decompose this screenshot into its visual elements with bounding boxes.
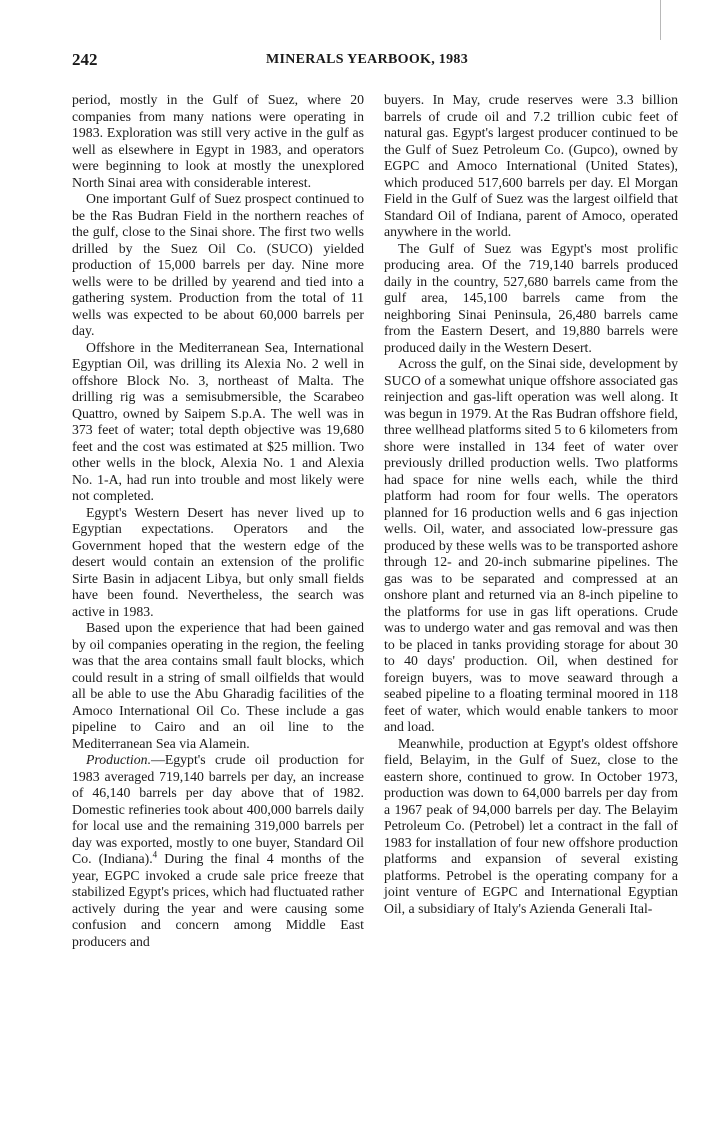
right-column (384, 92, 678, 917)
production-paragraph (72, 752, 364, 950)
paragraph: Egypt's Western Desert has never lived up to Egyptian expectations. Operators and the Government hoped that the western edge of the desert would contain an extension of the prolific Sirte Basin in adjacent Libya, but only small fields have been found. Nevertheless, the search was active in 1983. (72, 504, 364, 619)
paragraph: The Gulf of Suez was Egypt's most prolific producing area. Of the 719,140 barrels produced daily in the country, 527,680 barrels came from the gulf area, 145,100 barrels came from the neighboring Sinai Peninsula, 26,480 barrels came from the Eastern Desert, and 19,880 barrels were produced daily in the Western Desert. (384, 240, 678, 355)
paragraph-text: During the final 4 months of the year, EGPC invoked a crude sale price freeze that stabilized Egypt's prices, which had fluctuated rather actively during the year and were causing some confusion and concern among Middle East producers and (72, 851, 364, 949)
paragraph: Offshore in the Mediterranean Sea, International Egyptian Oil, was drilling its Alexia No. 2 well in offshore Block No. 3, northeast of Malta. The drilling rig was a semisubmersible, the Scarabeo Quattro, owned by Saipem S.p.A. The well was in 373 feet of water; total depth objective was 19,680 feet and the cost was estimated at $25 million. Two other wells in the block, Alexia No. 1 and Alexia No. 1-A, had run into trouble and most likely were not completed. (72, 339, 364, 503)
scan-edge-mark (660, 0, 661, 40)
footnote-marker: 4 (152, 849, 158, 860)
paragraph: period, mostly in the Gulf of Suez, where 20 companies from many nations were operating in 1983. Exploration was still very active in the gulf as well as elsewhere in Egypt in 1983, and operators were beginning to look at mostly the unexplored North Sinai area with considerable interest. (72, 92, 364, 190)
paragraph: Based upon the experience that had been gained by oil companies operating in the region, the feeling was that the area contains small fault blocks, which could result in a string of small oilfields that would all be able to use the Abu Gharadig facilities of the Amoco International Oil Co. These include a gas pipeline to Cairo and an oil line to the Mediterranean Sea via Alamein. (72, 620, 364, 751)
left-column (72, 92, 364, 950)
paragraph: Across the gulf, on the Sinai side, development by SUCO of a somewhat unique offshore associated gas reinjection and gas-lift operation was well along. It was begun in 1979. At the Ras Budran offshore field, three wellhead platforms sited 5 to 6 kilometers from shore were installed in 134 feet of water over previously drilled production wells. Two platforms had space for nine wells each, while the third platform had room for four wells. The operators planned for 16 production wells and 6 gas injection wells. Oil, water, and associated low-pressure gas produced by these wells was to be transported ashore through 12- and 20-inch submarine pipelines. The gas was to be separated and compressed at an onshore plant and returned via an 8-inch pipeline to the platforms for use in gas lift operations. Crude was to undergo water and gas removal and was then to be placed in tanks providing storage for about 30 to 40 days' production. Oil, when destined for foreign buyers, was to move seaward through a seabed pipeline to a floating terminal moored in 118 feet of water, which would enable tankers to moor and load. (384, 356, 678, 734)
paragraph: Meanwhile, production at Egypt's oldest offshore field, Belayim, in the Gulf of Suez, close to the eastern shore, continued to grow. In October 1973, production was down to 64,000 barrels per day from a 1967 peak of 94,000 barrels per day. The Belayim Petroleum Co. (Petrobel) let a contract in the fall of 1983 for installation of four new offshore production platforms and expansion of several existing platforms. Petrobel is the operating company for a joint venture of EGPC and International Egyptian Oil, a subsidiary of Italy's Azienda Generali Ital- (384, 735, 678, 916)
paragraph: buyers. In May, crude reserves were 3.3 billion barrels of crude oil and 7.2 trillion cubic feet of natural gas. Egypt's largest producer continued to be the Gulf of Suez Petroleum Co. (Gupco), owned by EGPC and Amoco International (United States), which produced 517,600 barrels per day. El Morgan Field in the Gulf of Suez was the largest oilfield that Standard Oil of Indiana, parent of Amoco, operated anywhere in the world. (384, 92, 678, 239)
running-head: MINERALS YEARBOOK, 1983 (266, 52, 469, 67)
paragraph-text: —Egypt's crude oil production for 1983 averaged 719,140 barrels per day, an increase of 46,140 barrels per day above that of 1982. Domestic refineries took about 400,000 barrels daily for local use and the remaining 319,000 barrels per day was exported, mostly to one buyer, Standard Oil Co. (Indiana). (72, 752, 364, 866)
page-number: 242 (72, 50, 98, 69)
paragraph: One important Gulf of Suez prospect continued to be the Ras Budran Field in the northern reaches of the gulf, close to the Sinai shore. The first two wells drilled by the Suez Oil Co. (SUCO) yielded production of 15,000 barrels per day. Nine more wells were to be drilled by yearend and tied into a gathering system. Production from the total of 11 wells was expected to be about 60,000 barrels per day. (72, 191, 364, 338)
run-in-heading: Production. (86, 752, 152, 767)
